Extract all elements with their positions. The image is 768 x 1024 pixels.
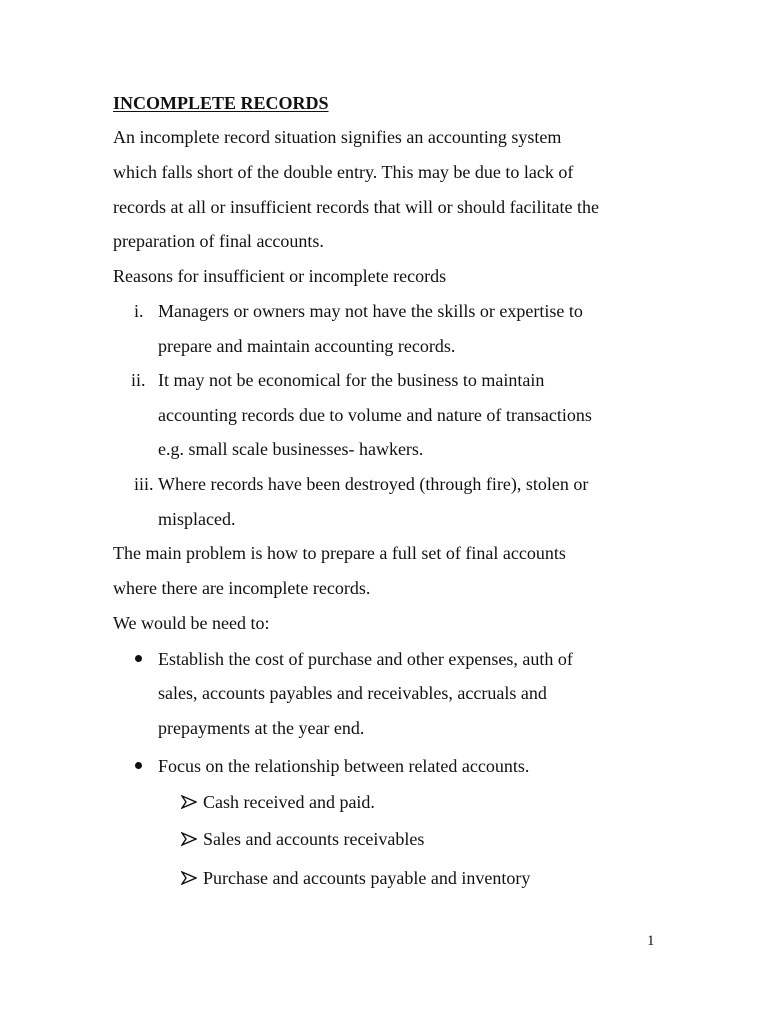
arrow-bullet-icon bbox=[181, 871, 197, 885]
reason-line: It may not be economical for the business to maintain bbox=[158, 370, 545, 390]
intro-line: preparation of final accounts. bbox=[113, 231, 324, 251]
reason-numeral: iii. bbox=[134, 474, 154, 494]
bullet-line: prepayments at the year end. bbox=[158, 718, 365, 738]
problem-line: The main problem is how to prepare a full set of final accounts bbox=[113, 543, 566, 563]
reason-line: accounting records due to volume and nature of transactions bbox=[158, 405, 592, 425]
bullet-line: Establish the cost of purchase and other expenses, auth of bbox=[158, 649, 573, 669]
sub-bullet-line: Cash received and paid. bbox=[203, 792, 375, 812]
reason-line: Where records have been destroyed (through fire), stolen or bbox=[158, 474, 589, 494]
bullet-icon bbox=[135, 762, 142, 769]
sub-bullet-line: Purchase and accounts payable and inventory bbox=[203, 868, 531, 888]
document-title: INCOMPLETE RECORDS bbox=[113, 93, 329, 113]
reason-line: Managers or owners may not have the skills or expertise to bbox=[158, 301, 583, 321]
intro-line: An incomplete record situation signifies an accounting system bbox=[113, 127, 562, 147]
reason-numeral: i. bbox=[134, 301, 144, 321]
intro-line: which falls short of the double entry. This may be due to lack of bbox=[113, 162, 574, 182]
page-number: 1 bbox=[647, 933, 655, 949]
arrow-bullet-icon bbox=[181, 832, 197, 846]
intro-line: records at all or insufficient records that will or should facilitate the bbox=[113, 197, 600, 217]
arrow-bullet-icon bbox=[181, 795, 197, 809]
reason-line: prepare and maintain accounting records. bbox=[158, 336, 456, 356]
reasons-heading: Reasons for insufficient or incomplete records bbox=[113, 266, 447, 286]
need-heading: We would be need to: bbox=[113, 613, 270, 633]
reason-numeral: ii. bbox=[131, 370, 146, 390]
bullet-icon bbox=[135, 655, 142, 662]
bullet-line: sales, accounts payables and receivables, accruals and bbox=[158, 683, 547, 703]
reason-line: e.g. small scale businesses- hawkers. bbox=[158, 439, 424, 459]
reason-line: misplaced. bbox=[158, 509, 236, 529]
problem-line: where there are incomplete records. bbox=[113, 578, 371, 598]
bullet-line: Focus on the relationship between related accounts. bbox=[158, 756, 530, 776]
sub-bullet-line: Sales and accounts receivables bbox=[203, 829, 425, 849]
